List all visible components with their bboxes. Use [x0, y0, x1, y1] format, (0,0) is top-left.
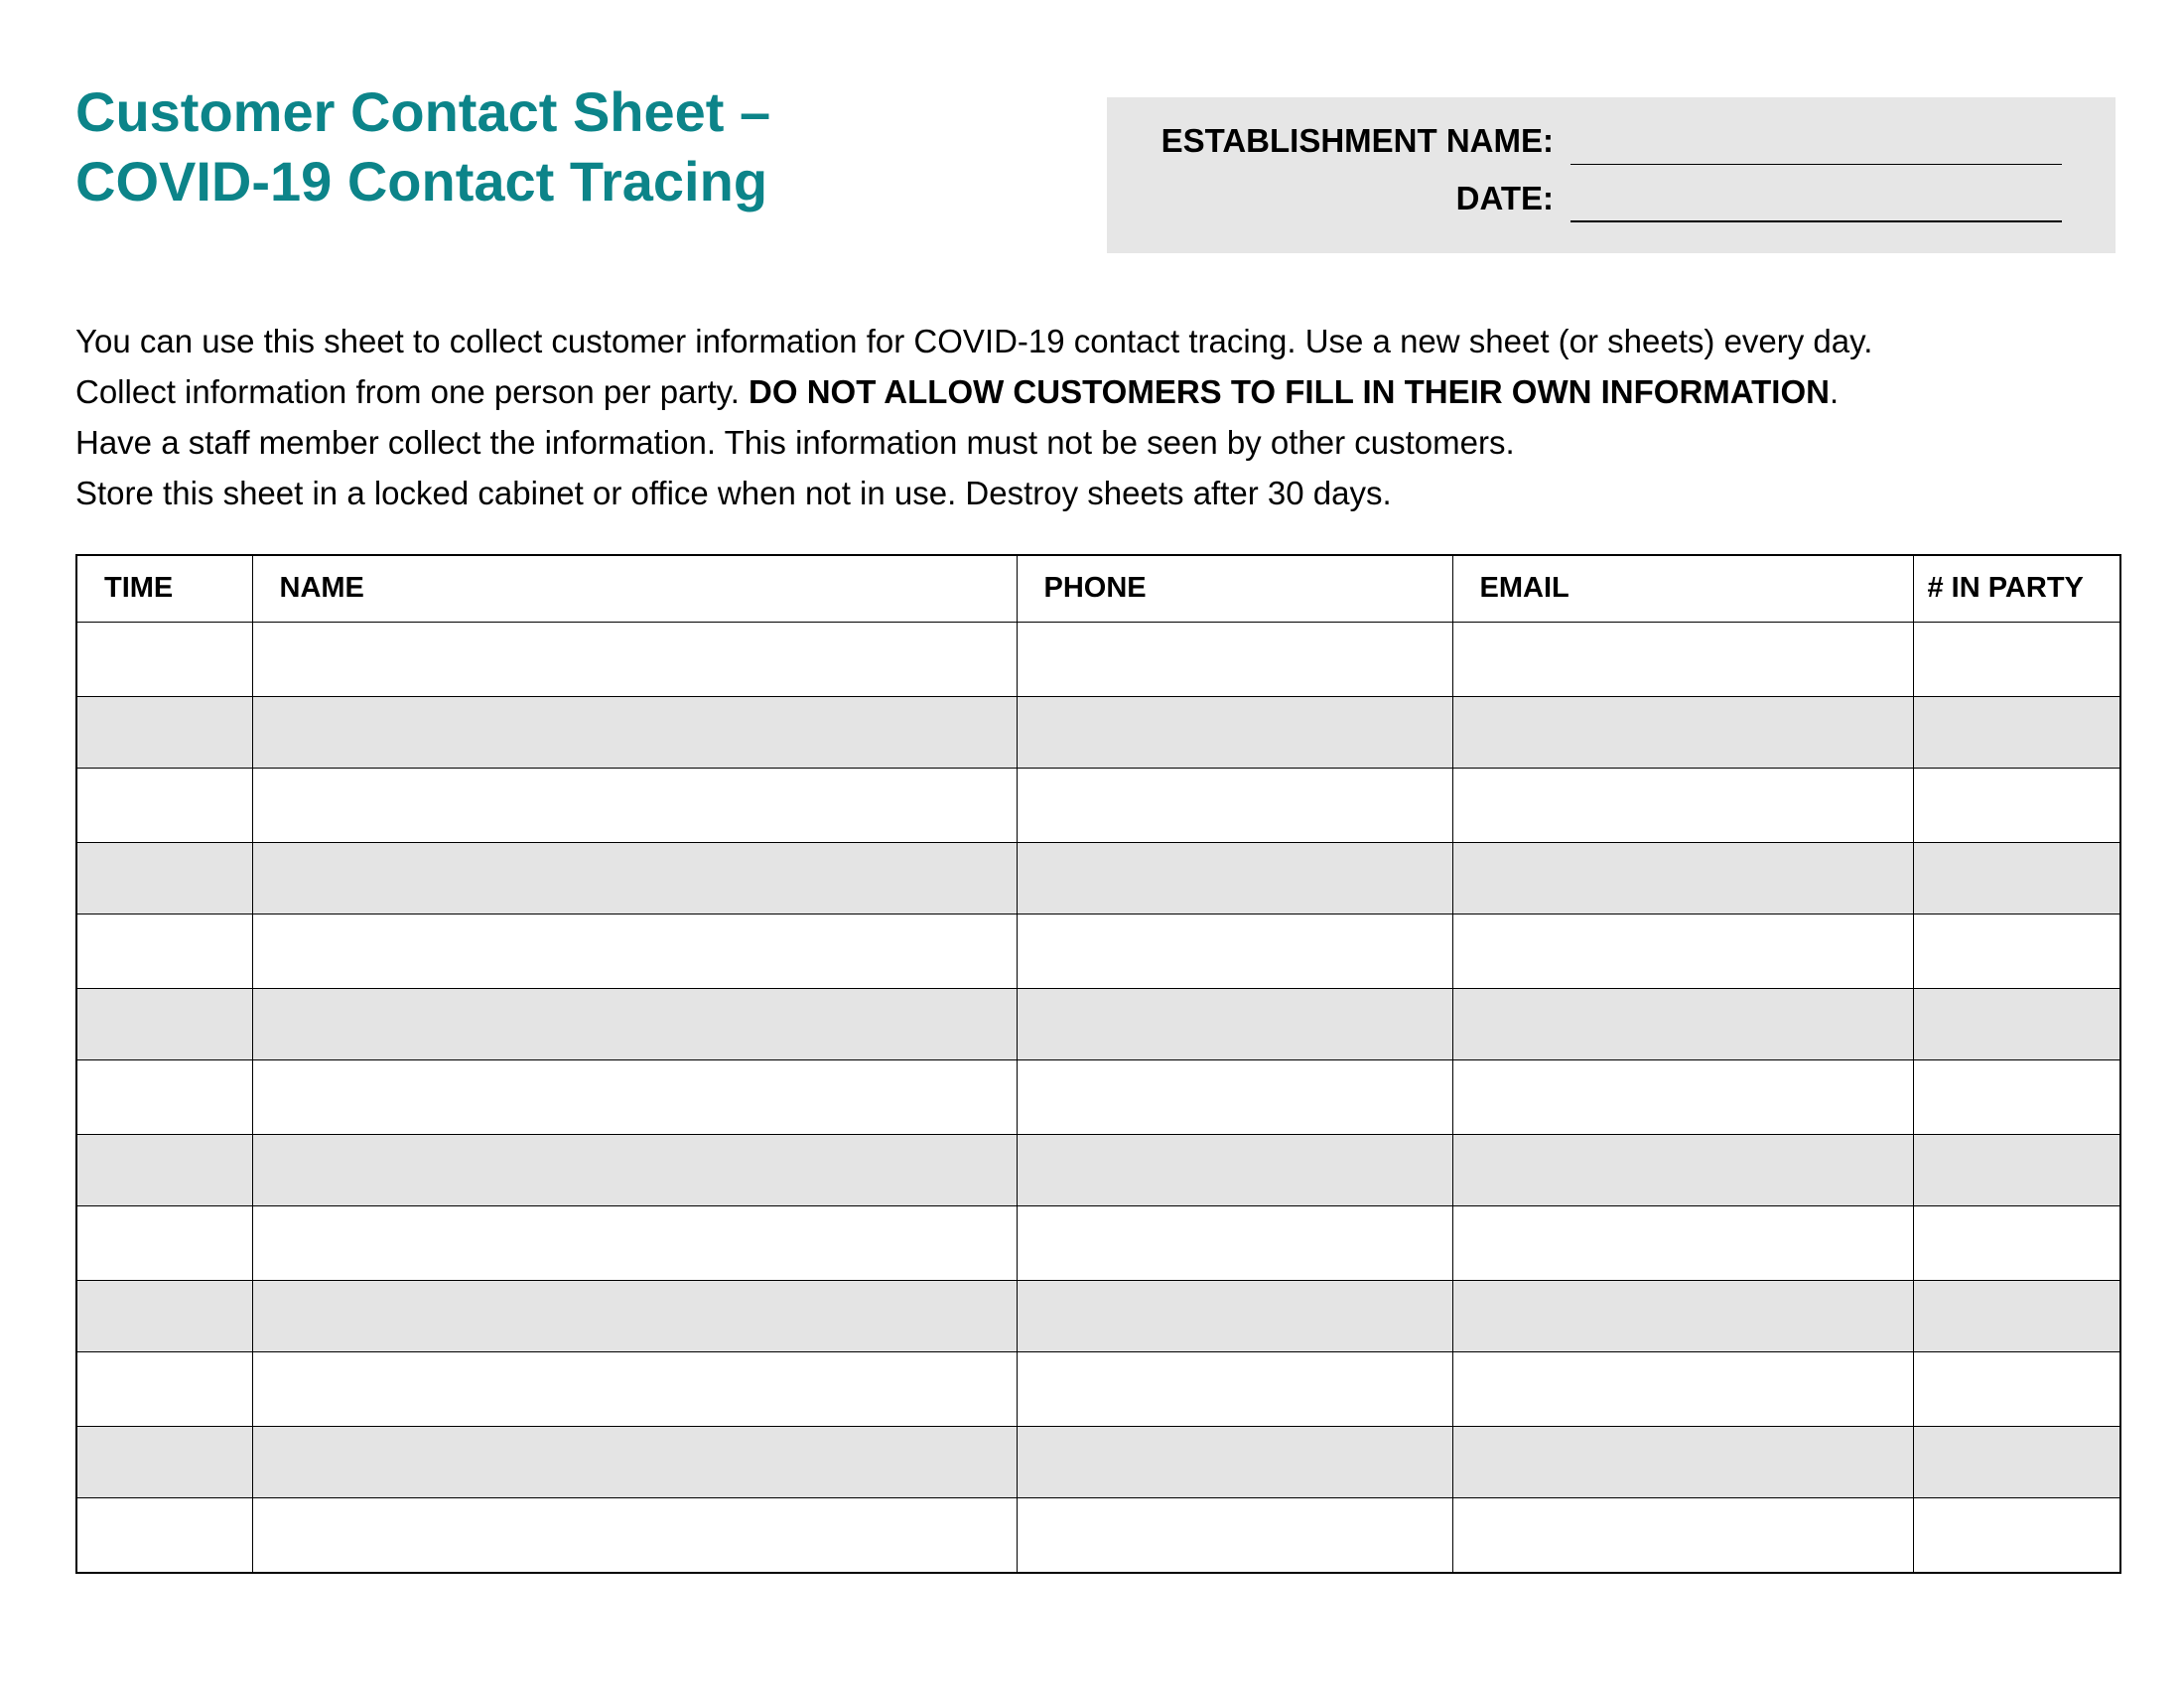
name-cell[interactable] [252, 768, 1017, 842]
party-size-cell[interactable] [1913, 842, 2120, 914]
email-cell[interactable] [1452, 696, 1913, 768]
name-cell[interactable] [252, 622, 1017, 696]
party-size-cell[interactable] [1913, 1059, 2120, 1134]
establishment-name-label: ESTABLISHMENT NAME: [1160, 122, 1554, 159]
instruction-line-1: You can use this sheet to collect customer information for COVID-19 contact tracing. Use a new sheet (or sheets) every day. [75, 323, 1873, 359]
party-size-cell[interactable] [1913, 1497, 2120, 1573]
time-cell[interactable] [76, 1280, 252, 1351]
column-header-email: EMAIL [1452, 555, 1913, 622]
party-size-cell[interactable] [1913, 914, 2120, 988]
instruction-line-2-end: . [1829, 373, 1840, 410]
table-row [76, 1497, 2120, 1573]
phone-cell[interactable] [1017, 768, 1452, 842]
contact-table [75, 554, 2121, 1574]
email-cell[interactable] [1452, 1280, 1913, 1351]
table-row [76, 988, 2120, 1059]
name-cell[interactable] [252, 1059, 1017, 1134]
time-cell[interactable] [76, 622, 252, 696]
instructions [75, 316, 2140, 518]
table-row [76, 1426, 2120, 1497]
time-cell[interactable] [76, 1351, 252, 1426]
column-header-time: TIME [76, 555, 252, 622]
time-cell[interactable] [76, 1059, 252, 1134]
table-row [76, 1280, 2120, 1351]
party-size-cell[interactable] [1913, 1351, 2120, 1426]
name-cell[interactable] [252, 1351, 1017, 1426]
party-size-cell[interactable] [1913, 1134, 2120, 1205]
table-row [76, 622, 2120, 696]
phone-cell[interactable] [1017, 622, 1452, 696]
table-row [76, 1059, 2120, 1134]
phone-cell[interactable] [1017, 1497, 1452, 1573]
instruction-line-2-text: Collect information from one person per party. [75, 373, 750, 410]
table-header-row [76, 555, 2120, 622]
phone-cell[interactable] [1017, 1134, 1452, 1205]
phone-cell[interactable] [1017, 1205, 1452, 1280]
phone-cell[interactable] [1017, 988, 1452, 1059]
date-row [1107, 180, 2116, 222]
establishment-info-box [1107, 97, 2116, 253]
time-cell[interactable] [76, 988, 252, 1059]
table-body [76, 622, 2120, 1573]
table-row [76, 842, 2120, 914]
name-cell[interactable] [252, 1497, 1017, 1573]
name-cell[interactable] [252, 988, 1017, 1059]
table-row [76, 696, 2120, 768]
party-size-cell[interactable] [1913, 1205, 2120, 1280]
email-cell[interactable] [1452, 1497, 1913, 1573]
instruction-line-4: Store this sheet in a locked cabinet or office when not in use. Destroy sheets after 30 days. [75, 475, 1392, 511]
phone-cell[interactable] [1017, 696, 1452, 768]
phone-cell[interactable] [1017, 1059, 1452, 1134]
time-cell[interactable] [76, 914, 252, 988]
email-cell[interactable] [1452, 842, 1913, 914]
time-cell[interactable] [76, 1426, 252, 1497]
email-cell[interactable] [1452, 768, 1913, 842]
phone-cell[interactable] [1017, 842, 1452, 914]
instruction-line-3: Have a staff member collect the information. This information must not be seen by other customers. [75, 424, 1515, 461]
instruction-line-2 [75, 366, 2140, 417]
table-row [76, 1351, 2120, 1426]
email-cell[interactable] [1452, 1059, 1913, 1134]
establishment-name-field[interactable] [1570, 164, 2062, 165]
email-cell[interactable] [1452, 1426, 1913, 1497]
phone-cell[interactable] [1017, 1351, 1452, 1426]
table-row [76, 768, 2120, 842]
name-cell[interactable] [252, 1205, 1017, 1280]
email-cell[interactable] [1452, 1351, 1913, 1426]
column-header-name: NAME [252, 555, 1017, 622]
time-cell[interactable] [76, 1205, 252, 1280]
email-cell[interactable] [1452, 1134, 1913, 1205]
party-size-cell[interactable] [1913, 696, 2120, 768]
table-row [76, 1205, 2120, 1280]
email-cell[interactable] [1452, 988, 1913, 1059]
name-cell[interactable] [252, 696, 1017, 768]
name-cell[interactable] [252, 1280, 1017, 1351]
establishment-name-row [1107, 122, 2116, 165]
page-title [75, 77, 770, 216]
party-size-cell[interactable] [1913, 988, 2120, 1059]
phone-cell[interactable] [1017, 914, 1452, 988]
time-cell[interactable] [76, 842, 252, 914]
date-field[interactable] [1570, 220, 2062, 222]
name-cell[interactable] [252, 1426, 1017, 1497]
column-header-phone: PHONE [1017, 555, 1452, 622]
party-size-cell[interactable] [1913, 622, 2120, 696]
name-cell[interactable] [252, 842, 1017, 914]
phone-cell[interactable] [1017, 1426, 1452, 1497]
party-size-cell[interactable] [1913, 1280, 2120, 1351]
email-cell[interactable] [1452, 1205, 1913, 1280]
party-size-cell[interactable] [1913, 768, 2120, 842]
time-cell[interactable] [76, 768, 252, 842]
table-row [76, 914, 2120, 988]
title-line-2: COVID-19 Contact Tracing [75, 150, 768, 212]
instruction-warning: DO NOT ALLOW CUSTOMERS TO FILL IN THEIR OWN INFORMATION [749, 373, 1830, 410]
party-size-cell[interactable] [1913, 1426, 2120, 1497]
date-label: DATE: [1455, 180, 1554, 216]
time-cell[interactable] [76, 1497, 252, 1573]
name-cell[interactable] [252, 914, 1017, 988]
time-cell[interactable] [76, 1134, 252, 1205]
email-cell[interactable] [1452, 914, 1913, 988]
phone-cell[interactable] [1017, 1280, 1452, 1351]
title-line-1: Customer Contact Sheet – [75, 80, 771, 143]
name-cell[interactable] [252, 1134, 1017, 1205]
column-header-party-size: # IN PARTY [1913, 555, 2120, 622]
time-cell[interactable] [76, 696, 252, 768]
email-cell[interactable] [1452, 622, 1913, 696]
table-row [76, 1134, 2120, 1205]
